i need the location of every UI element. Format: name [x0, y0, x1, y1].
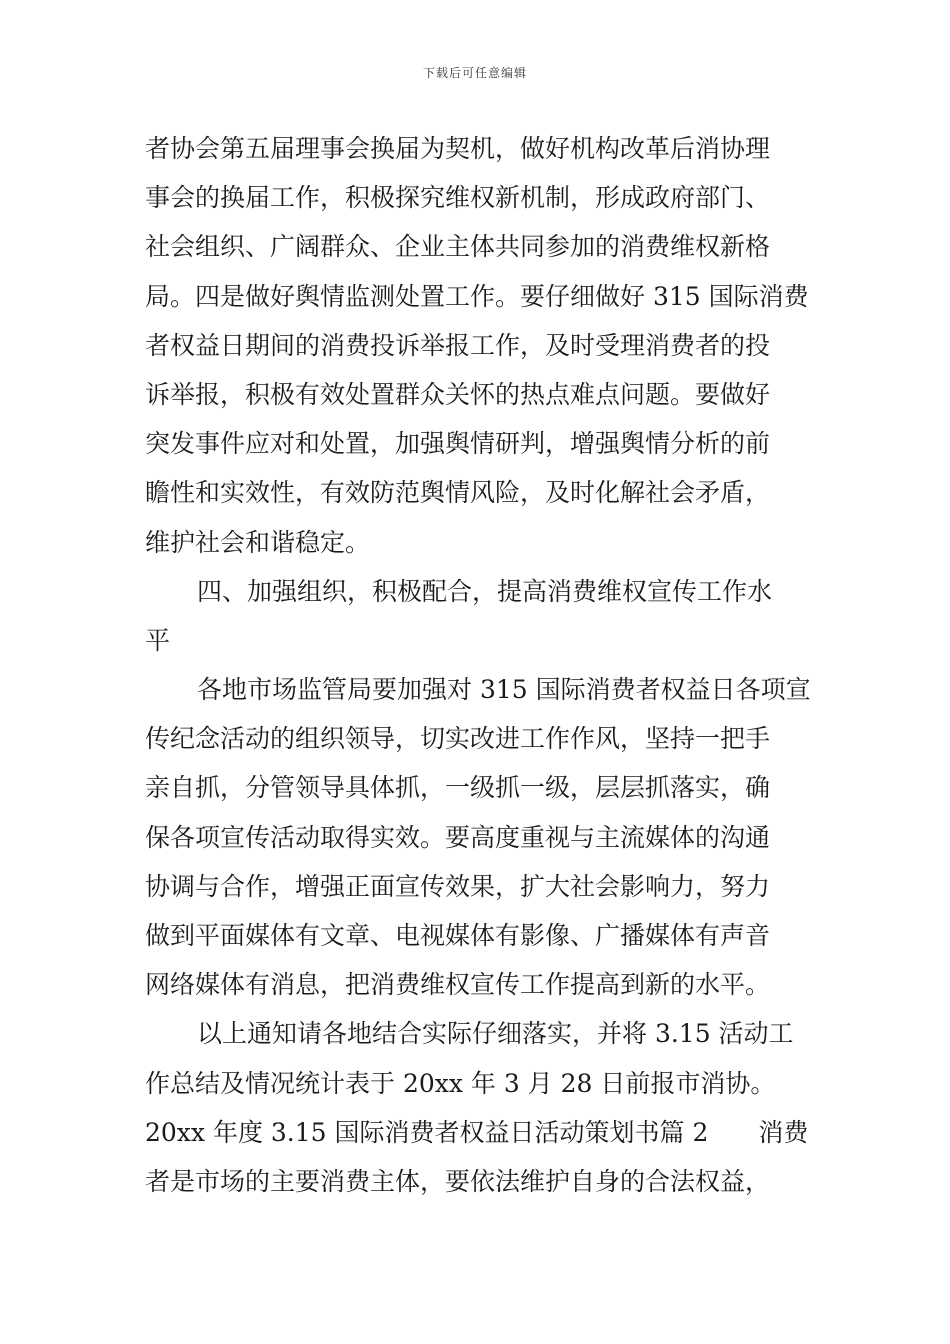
page-header: 下载后可任意编辑	[422, 66, 527, 80]
text-line: 者权益日期间的消费投诉举报工作，及时受理消费者的投	[145, 330, 771, 360]
text-line: 社会组织、广阔群众、企业主体共同参加的消费维权新格	[145, 232, 771, 262]
text-line: 诉举报，积极有效处置群众关怀的热点难点问题。要做好	[145, 379, 771, 409]
text-line: 作总结及情况统计表于 20xx 年 3 月 28 日前报市消协。	[145, 1068, 776, 1098]
text-line: 事会的换届工作，积极探究维权新机制，形成政府部门、	[145, 183, 771, 213]
text-line: 瞻性和实效性，有效防范舆情风险，及时化解社会矛盾，	[145, 478, 771, 508]
text-line: 者协会第五届理事会换届为契机，做好机构改革后消协理	[145, 134, 771, 163]
section-heading: 四、加强组织，积极配合，提高消费维权宣传工作水	[197, 576, 773, 606]
article-title-line: 20xx 年度 3.15 国际消费者权益日活动策划书篇 2 消费	[145, 1117, 809, 1147]
text-line: 局。四是做好舆情监测处置工作。要仔细做好 315 国际消费	[145, 281, 809, 311]
section-heading-continued: 平	[145, 625, 171, 655]
text-line: 做到平面媒体有文章、电视媒体有影像、广播媒体有声音	[145, 921, 771, 950]
text-line: 亲自抓，分管领导具体抓，一级抓一级，层层抓落实，确	[145, 773, 771, 803]
text-line: 突发事件应对和处置，加强舆情研判，增强舆情分析的前	[145, 429, 771, 459]
text-line: 网络媒体有消息，把消费维权宣传工作提高到新的水平。	[145, 970, 771, 1000]
text-line: 协调与合作，增强正面宣传效果，扩大社会影响力，努力	[145, 871, 771, 901]
text-line: 者是市场的主要消费主体，要依法维护自身的合法权益，	[145, 1166, 771, 1196]
paragraph-start: 以上通知请各地结合实际仔细落实，并将 3.15 活动工	[197, 1019, 794, 1049]
text-line: 保各项宣传活动取得实效。要高度重视与主流媒体的沟通	[145, 822, 771, 852]
text-line: 维护社会和谐稳定。	[145, 527, 371, 557]
paragraph-start: 各地市场监管局要加强对 315 国际消费者权益日各项宣	[197, 675, 811, 705]
document-body	[145, 124, 810, 1206]
text-line: 传纪念活动的组织领导，切实改进工作作风，坚持一把手	[145, 724, 771, 754]
